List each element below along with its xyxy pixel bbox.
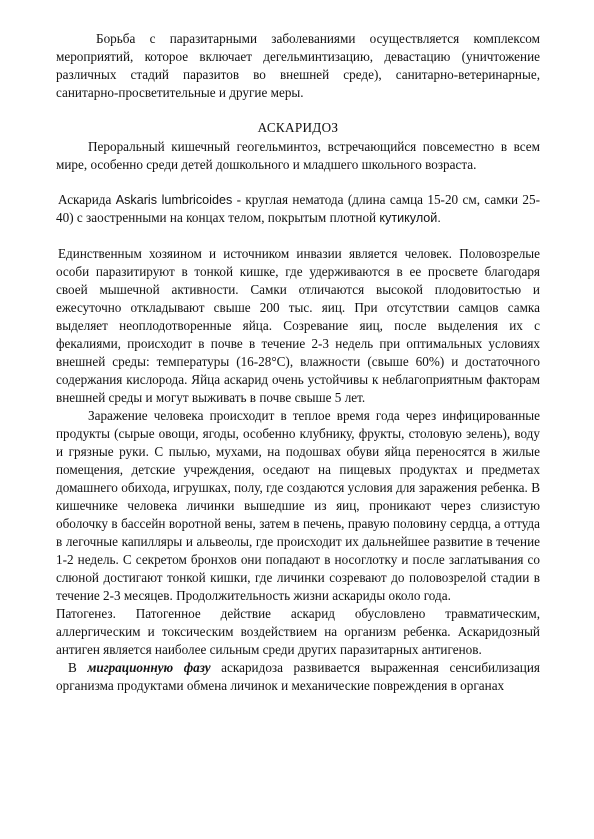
- pathogen-latin-name: Askaris lumbricoides: [115, 193, 233, 207]
- pathogen-tail: кутикулой.: [379, 211, 441, 225]
- host-paragraph: Единственным хозяином и источником инвазии является человек. Половозрелые особи паразитируют в тонкой кишке, где удерживаются в ее просвете благодаря своей мышечной активности. Самки отличаются высокой плодовитостью и ежесуточно откладывают свыше 200 тыс. яиц. При отсутствии самцов самка выделяет неоплодотворенные яйца. Созревание яиц, после выделения их с фекалиями, происходит в почве в течение 2-3 недель при оптимальных условиях внешней среды: температуры (16-28°С), влажности (свыше 60%) и достаточного содержания кислорода. Яйца аскарид очень устойчивы к неблагоприятным факторам внешней среды и могут выживать в почве свыше 5 лет.: [56, 246, 540, 405]
- section-title: АСКАРИДОЗ: [257, 120, 339, 135]
- pathogen-description: - круглая нематода (длина самца 15-20 см, самки 25-40) с заостренными на концах телом, покрытым плотной: [56, 192, 540, 225]
- migration-lead: В: [68, 660, 88, 675]
- migration-paragraph: [56, 659, 540, 695]
- pathogen-paragraph: [56, 191, 540, 227]
- document-page: [56, 30, 540, 695]
- definition-paragraph: Пероральный кишечный геогельминтоз, встречающийся повсеместно в всем мире, особенно среди детей дошкольного и младшего школьного возраста.: [56, 139, 540, 172]
- migration-phase-term: миграционную фазу: [87, 660, 211, 675]
- migration-text: аскаридоза развивается выраженная сенсибилизация организма продуктами обмена личинок и механические повреждения в органах: [56, 660, 540, 693]
- infection-paragraph: Заражение человека происходит в теплое время года через инфицированные продукты (сырые овощи, ягоды, особенно клубнику, фрукты, столовую зелень), воду и грязные руки. С пылью, мухами, на подошвах обуви яйца переносятся в жилые помещения, детские учреждения, оседают на пищевых продуктах и предметах домашнего обихода, игрушках, полу, где создаются условия для заражения ребенка. В кишечнике человека личинки вышедшие из яиц, проникают через слизистую оболочку в бассейн воротной вены, затем в печень, правую половину сердца, а оттуда в легочные капилляры и альвеолы, где происходит их дальнейшее развитие в течение 1-2 недель. С секретом бронхов они попадают в носоглотку и после заглатывания со слюной достигают тонкой кишки, где личинки созревают до половозрелой стадии в течение 2-3 месяцев. Продолжительность жизни аскариды около года.: [56, 408, 540, 603]
- pathogen-lead: Аскарида: [58, 192, 116, 207]
- intro-paragraph: Борьба с паразитарными заболеваниями осуществляется комплексом мероприятий, которое включает дегельминтизацию, девастацию (уничтожение различных стадий паразитов во внешней среде), санитарно-ветеринарные, санитарно-просветительные и другие меры.: [56, 31, 540, 100]
- pathogenesis-paragraph: Патогенез. Патогенное действие аскарид обусловлено травматическим, аллергическим и токсическим воздействием на организм ребенка. Аскаридозный антиген является наиболее сильным среди других паразитарных антигенов.: [56, 606, 540, 657]
